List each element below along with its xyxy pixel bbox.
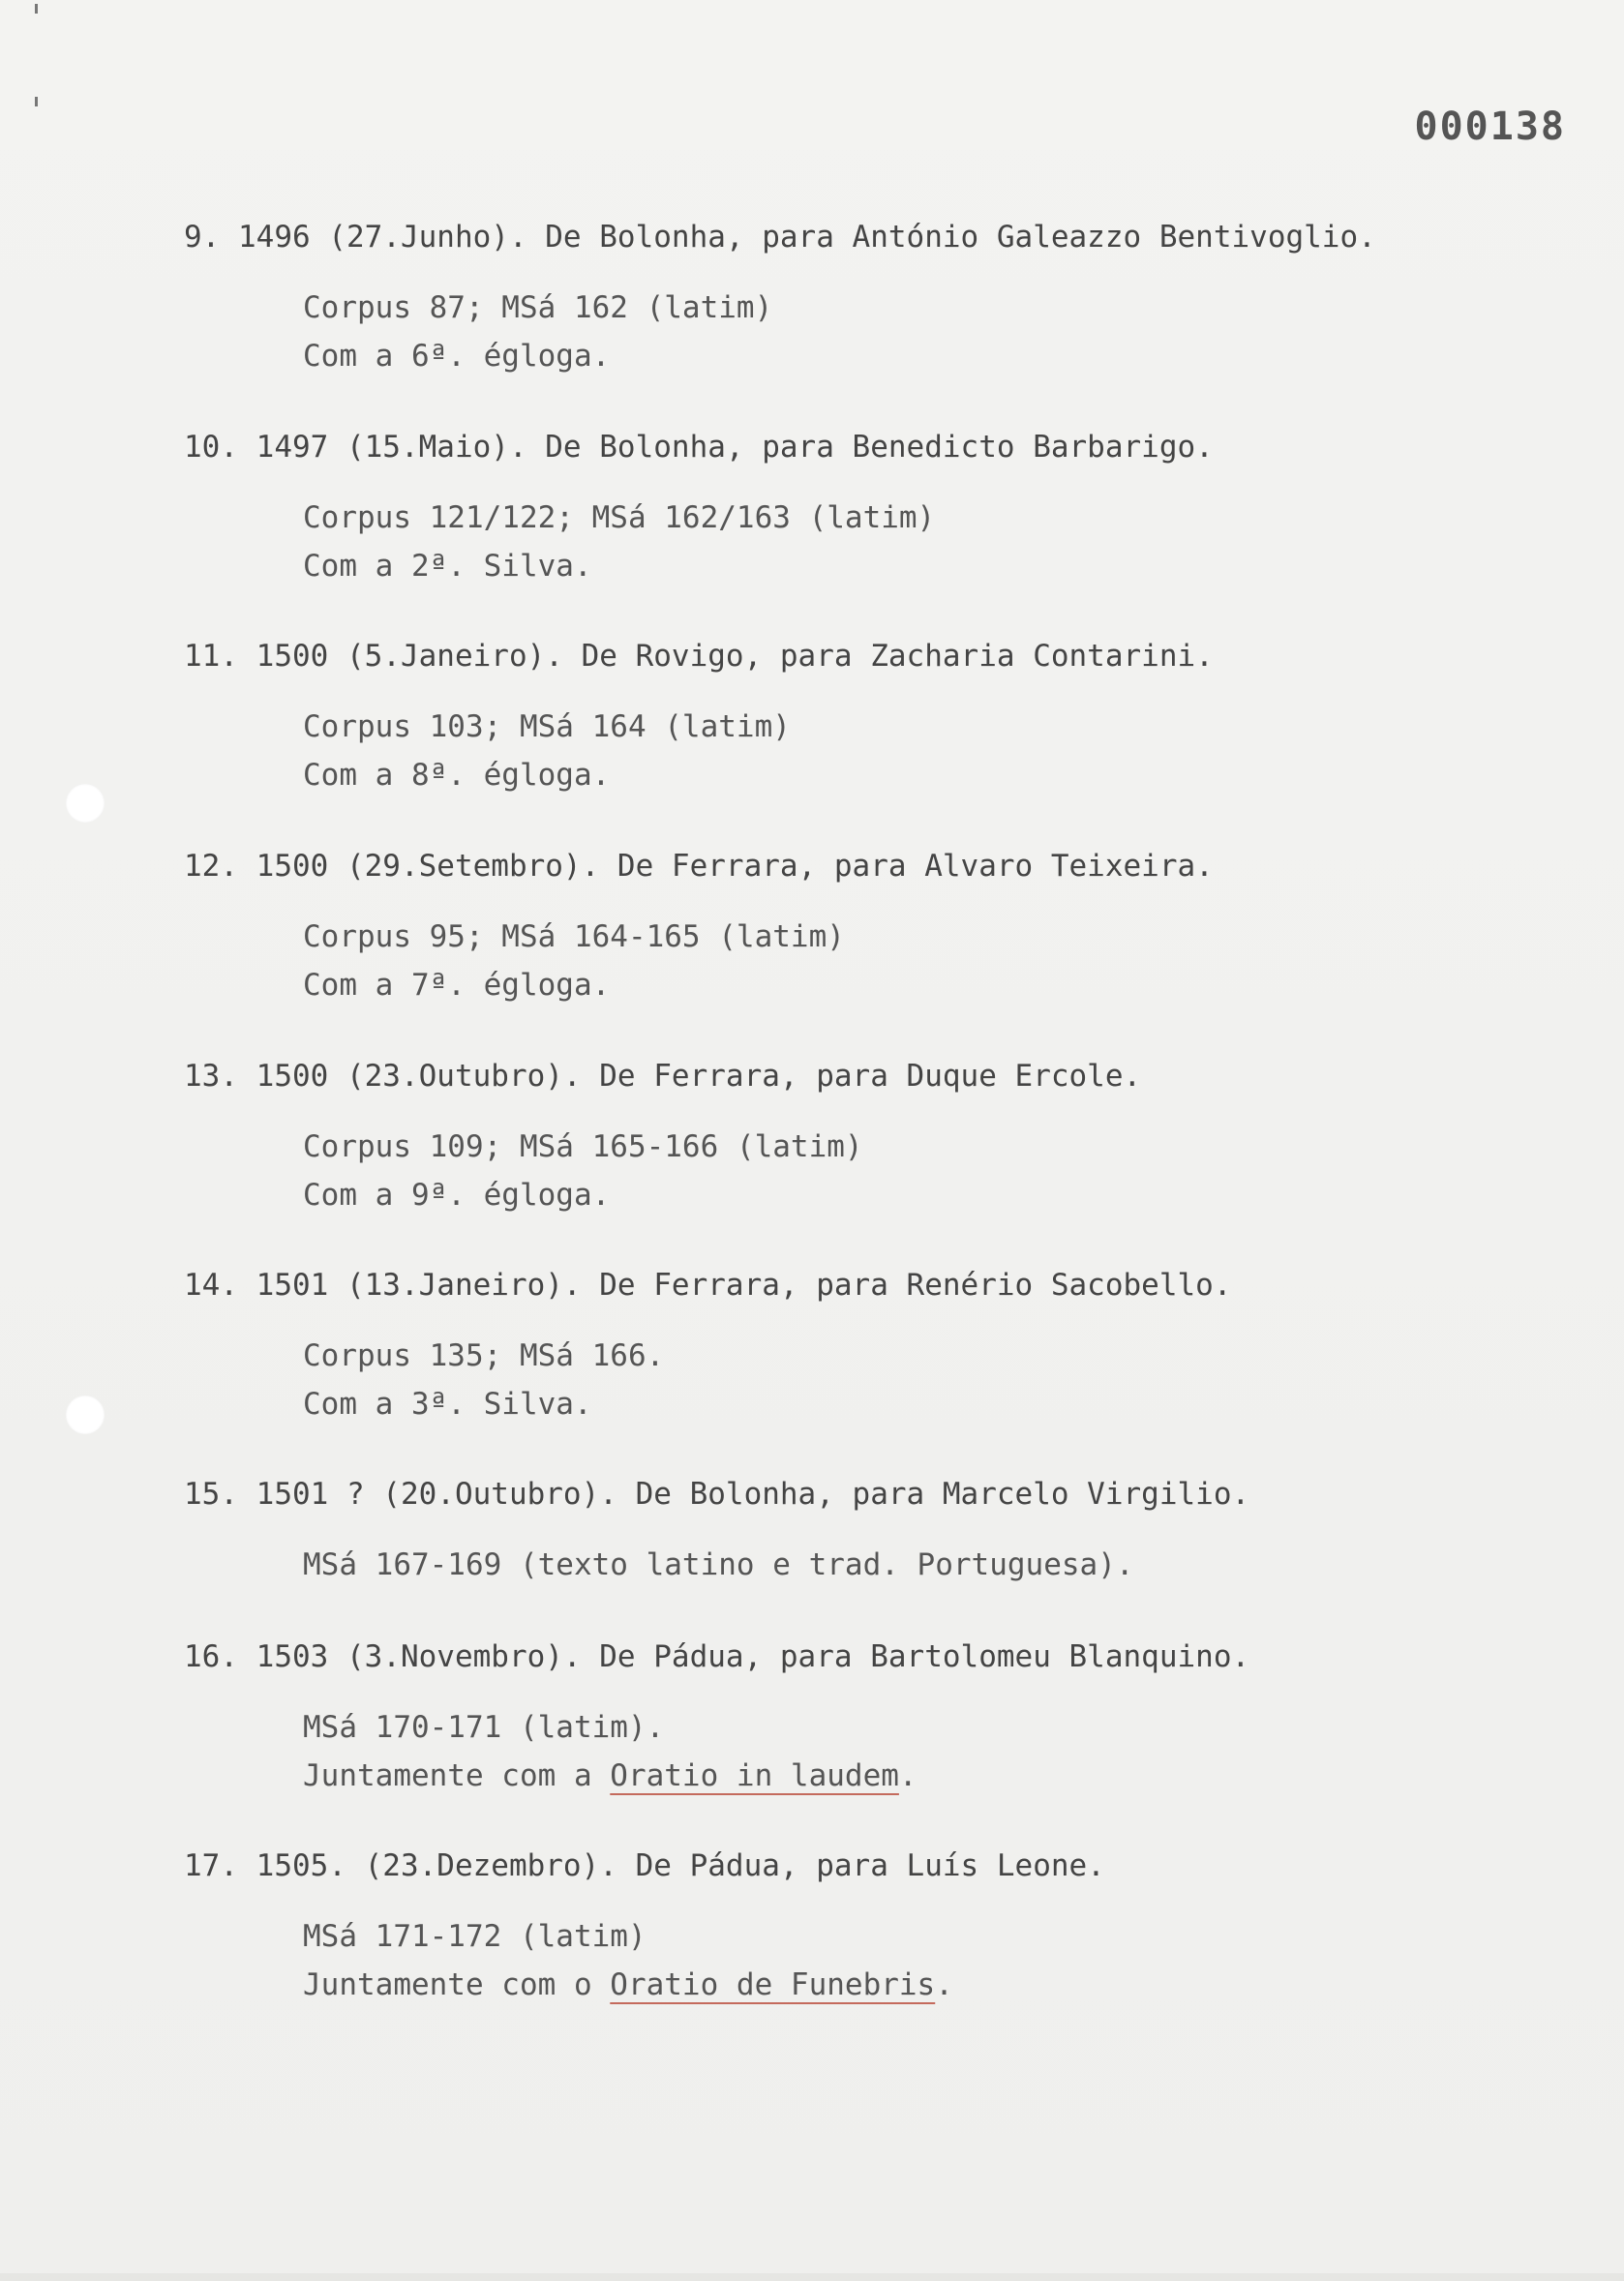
entry-note bbox=[303, 1961, 1539, 2009]
work-title: Oratio de Funebris bbox=[610, 1967, 936, 2002]
entry-note: Com a 7ª. égloga. bbox=[303, 968, 611, 1003]
note-suffix: . bbox=[935, 1967, 953, 2002]
page-bottom-edge bbox=[0, 2273, 1624, 2281]
work-title: Oratio in laudem bbox=[610, 1758, 899, 1793]
entry-heading: 9. 1496 (27.Junho). De Bolonha, para António Galeazzo Bentivoglio. bbox=[184, 220, 1376, 255]
note-prefix: Juntamente com o bbox=[303, 1967, 611, 2002]
entry-heading: 17. 1505. (23.Dezembro). De Pádua, para Luís Leone. bbox=[184, 1848, 1105, 1883]
entry-heading: 16. 1503 (3.Novembro). De Pádua, para Bartolomeu Blanquino. bbox=[184, 1639, 1250, 1674]
note-suffix: . bbox=[898, 1758, 917, 1793]
entry-15 bbox=[184, 1475, 1539, 1589]
entry-heading: 15. 1501 ? (20.Outubro). De Bolonha, para Marcelo Virgilio. bbox=[184, 1477, 1250, 1512]
entry-reference: Corpus 109; MSá 165-166 (latim) bbox=[303, 1129, 863, 1164]
entry-reference: MSá 171-172 (latim) bbox=[303, 1919, 647, 1954]
entry-heading: 10. 1497 (15.Maio). De Bolonha, para Benedicto Barbarigo. bbox=[184, 430, 1214, 465]
entry-reference: Corpus 103; MSá 164 (latim) bbox=[303, 709, 791, 744]
edge-mark bbox=[35, 97, 38, 106]
entry-10 bbox=[184, 428, 1539, 590]
entry-12 bbox=[184, 847, 1539, 1009]
entry-note: Com a 3ª. Silva. bbox=[303, 1387, 592, 1422]
punch-hole bbox=[66, 1396, 105, 1434]
entry-note: Com a 2ª. Silva. bbox=[303, 549, 592, 584]
entry-heading: 13. 1500 (23.Outubro). De Ferrara, para Duque Ercole. bbox=[184, 1059, 1142, 1094]
entry-14 bbox=[184, 1266, 1539, 1428]
entry-note bbox=[303, 1752, 1539, 1800]
entry-9 bbox=[184, 218, 1539, 380]
page-number: 000138 bbox=[1414, 105, 1566, 149]
entry-note: Com a 8ª. égloga. bbox=[303, 758, 611, 793]
edge-mark bbox=[35, 4, 38, 14]
entry-16 bbox=[184, 1637, 1539, 1800]
entry-heading: 14. 1501 (13.Janeiro). De Ferrara, para Renério Sacobello. bbox=[184, 1268, 1232, 1303]
entry-reference: MSá 167-169 (texto latino e trad. Portuguesa). bbox=[303, 1547, 1134, 1582]
entry-reference: Corpus 95; MSá 164-165 (latim) bbox=[303, 919, 845, 954]
entry-13 bbox=[184, 1057, 1539, 1219]
entry-reference: Corpus 87; MSá 162 (latim) bbox=[303, 290, 773, 325]
entry-heading: 12. 1500 (29.Setembro). De Ferrara, para Alvaro Teixeira. bbox=[184, 849, 1214, 884]
entry-17 bbox=[184, 1846, 1539, 2009]
entry-heading: 11. 1500 (5.Janeiro). De Rovigo, para Zacharia Contarini. bbox=[184, 639, 1214, 674]
punch-hole bbox=[66, 784, 105, 823]
entry-note: Com a 9ª. égloga. bbox=[303, 1178, 611, 1213]
note-prefix: Juntamente com a bbox=[303, 1758, 611, 1793]
entry-11 bbox=[184, 637, 1539, 799]
entry-reference: Corpus 121/122; MSá 162/163 (latim) bbox=[303, 500, 936, 535]
entry-note: Com a 6ª. égloga. bbox=[303, 339, 611, 374]
entry-reference: MSá 170-171 (latim). bbox=[303, 1710, 665, 1745]
entry-reference: Corpus 135; MSá 166. bbox=[303, 1338, 665, 1373]
